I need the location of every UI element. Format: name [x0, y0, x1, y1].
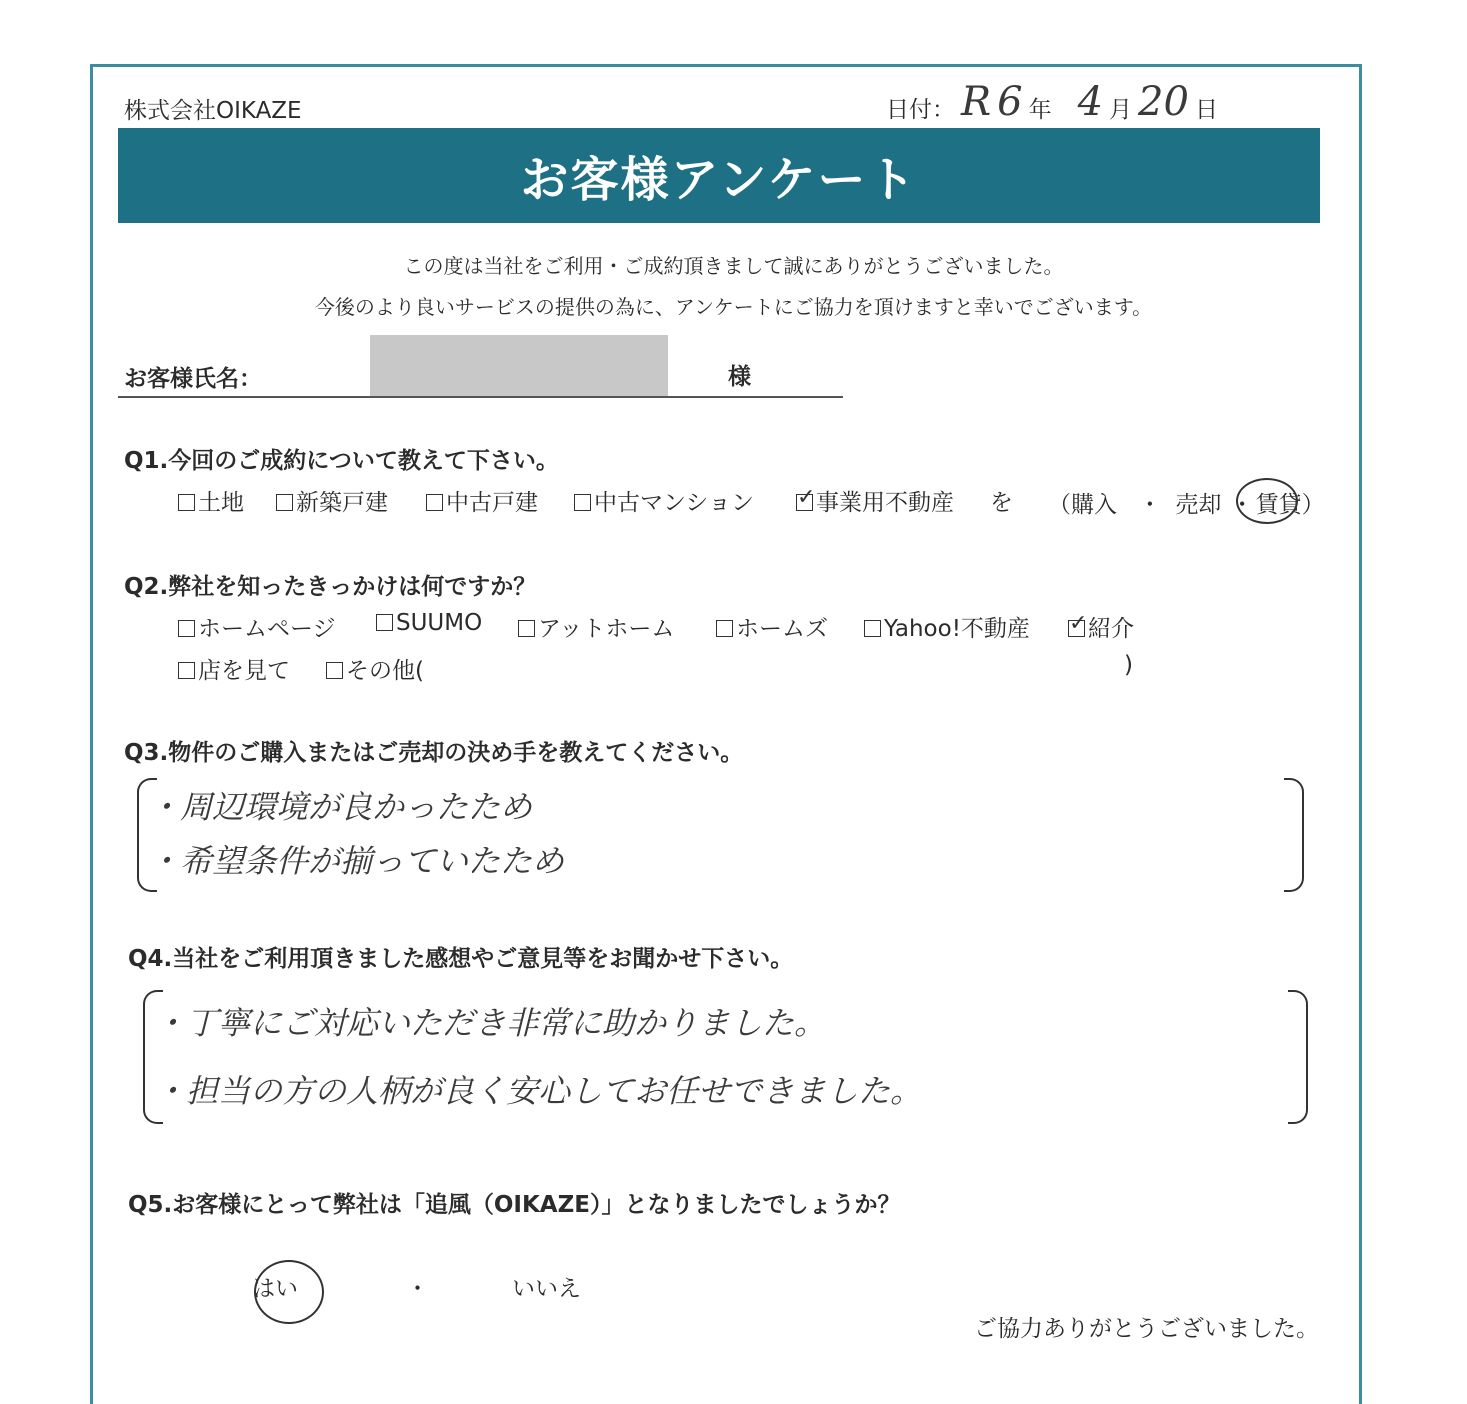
q2-other-close: ) [1124, 652, 1133, 678]
date-year: 6 [997, 79, 1023, 125]
q1-purpose: （購入 ・ 売却 ・賃貸） [1048, 492, 1325, 518]
q3-answer-line-2[interactable]: ・希望条件が揃っていたため [148, 842, 565, 880]
checkbox[interactable] [178, 494, 195, 511]
customer-honorific: 様 [728, 364, 751, 390]
customer-name-label: お客様氏名： [124, 366, 262, 392]
q1-question: Q1.今回のご成約について教えて下さい。 [124, 448, 559, 474]
q4-bracket-right [1288, 990, 1308, 1124]
q4-answer-line-2[interactable]: ・担当の方の人柄が良く安心してお任せできました。 [154, 1072, 923, 1110]
checkbox[interactable] [276, 494, 293, 511]
q2-option-homepage[interactable]: ホームページ [178, 610, 336, 643]
q5-separator: ・ [406, 1276, 429, 1302]
title-banner [118, 128, 1320, 223]
checkbox[interactable] [864, 620, 881, 637]
redacted-name-field[interactable] [370, 335, 668, 398]
date-day: 20 [1138, 79, 1189, 125]
checkbox[interactable] [716, 620, 733, 637]
q1-option-land[interactable]: 土地 [178, 484, 244, 517]
q2-question: Q2.弊社を知ったきっかけは何ですか？ [124, 574, 537, 600]
q1-particle: を [990, 490, 1013, 516]
checkbox-checked[interactable] [1068, 620, 1085, 637]
year-unit: 年 [1028, 97, 1052, 123]
checkbox[interactable] [376, 614, 393, 631]
q3-answer-line-1[interactable]: ・周辺環境が良かったため [148, 788, 533, 826]
checkbox-checked[interactable] [796, 494, 813, 511]
q2-option-yahoo[interactable]: Yahoo!不動産 [864, 610, 1030, 643]
date-label: 日付： [886, 97, 955, 123]
q2-option-other[interactable]: その他( [326, 652, 424, 685]
month-unit: 月 [1109, 97, 1133, 123]
date-month: 4 [1077, 79, 1104, 125]
selected-purpose-circle [1236, 478, 1298, 524]
checkbox[interactable] [518, 620, 535, 637]
q3-bracket-right [1284, 778, 1304, 892]
q5-selected-circle [254, 1260, 324, 1324]
q1-option-used-house[interactable]: 中古戸建 [426, 484, 538, 517]
intro-line-1: この度は当社をご利用・ご成約頂きまして誠にありがとうございました。 [403, 254, 1064, 278]
date-era: R [961, 79, 992, 125]
q2-option-store[interactable]: 店を見て [178, 652, 290, 685]
q2-option-suumo[interactable]: SUUMO [376, 610, 482, 636]
q1-option-new-house[interactable]: 新築戸建 [276, 484, 388, 517]
q5-no[interactable]: いいえ [512, 1276, 581, 1302]
q5-yes[interactable]: はい [252, 1276, 298, 1302]
purpose-rent[interactable]: 賃貸 [1255, 492, 1302, 518]
purpose-sell[interactable]: 売却 [1175, 492, 1222, 518]
checkbox[interactable] [426, 494, 443, 511]
page-title: お客様アンケート [520, 152, 918, 208]
q2-option-homes[interactable]: ホームズ [716, 610, 828, 643]
q2-option-athome[interactable]: アットホーム [518, 610, 674, 643]
checkbox[interactable] [574, 494, 591, 511]
purpose-buy[interactable]: 購入 [1071, 492, 1117, 518]
q4-question: Q4.当社をご利用頂きました感想やご意見等をお聞かせ下さい。 [128, 946, 794, 972]
q3-question: Q3.物件のご購入またはご売却の決め手を教えてください。 [124, 740, 744, 766]
q5-question: Q5.お客様にとって弊社は「追風（OIKAZE）」となりましたでしょうか？ [128, 1192, 901, 1218]
q1-option-used-mansion[interactable]: 中古マンション [574, 484, 754, 517]
footer-thanks: ご協力ありがとうございました。 [974, 1316, 1319, 1342]
checkbox[interactable] [178, 620, 195, 637]
name-underline [118, 396, 843, 398]
intro-line-2: 今後のより良いサービスの提供の為に、アンケートにご協力を頂けますと幸いでございます。 [314, 295, 1153, 319]
checkbox[interactable] [326, 662, 343, 679]
company-name: 株式会社OIKAZE [124, 98, 302, 124]
checkbox[interactable] [178, 662, 195, 679]
q1-option-business-property[interactable]: ✓ 事業用不動産 [796, 484, 954, 517]
q2-option-referral[interactable]: ✓ 紹介 [1068, 610, 1134, 643]
date-field [886, 80, 1218, 124]
day-unit: 日 [1194, 97, 1218, 123]
q4-answer-line-1[interactable]: ・丁寧にご対応いただき非常に助かりました。 [154, 1004, 827, 1042]
